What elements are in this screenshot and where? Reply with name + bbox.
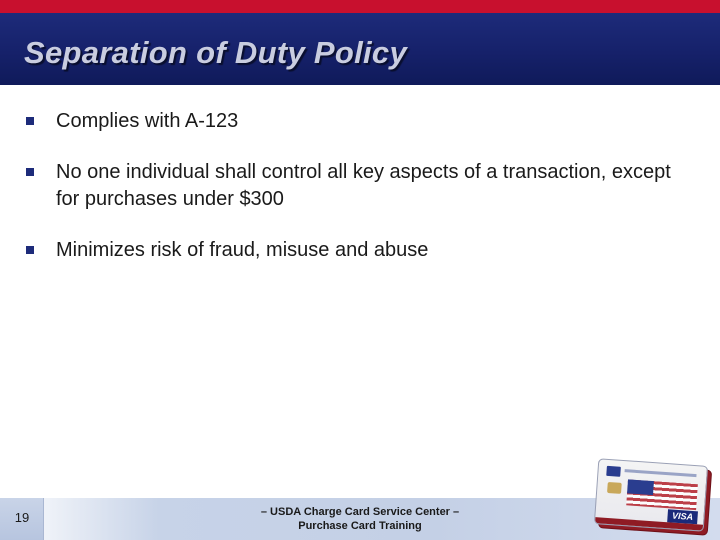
top-red-stripe bbox=[0, 0, 720, 13]
card-header-line bbox=[625, 469, 697, 477]
bullet-item bbox=[26, 237, 686, 264]
purchase-card-image bbox=[590, 458, 716, 540]
card-chip-icon bbox=[607, 482, 622, 494]
square-bullet-icon bbox=[26, 246, 34, 254]
card-logo-icon bbox=[606, 466, 621, 477]
footer-line-2: Purchase Card Training bbox=[298, 520, 422, 532]
bullet-item bbox=[26, 108, 686, 135]
flag-canton bbox=[627, 479, 654, 495]
square-bullet-icon bbox=[26, 117, 34, 125]
bullet-text: No one individual shall control all key aspects of a transaction, except for purchases under $300 bbox=[56, 161, 671, 210]
bullet-text: Minimizes risk of fraud, misuse and abuse bbox=[56, 239, 429, 261]
footer-text bbox=[200, 505, 520, 533]
visa-logo: VISA bbox=[667, 509, 698, 524]
card-front bbox=[594, 458, 708, 532]
page-number: 19 bbox=[14, 510, 30, 525]
bullet-item bbox=[26, 159, 686, 213]
bullet-text: Complies with A-123 bbox=[56, 110, 239, 132]
bullet-list bbox=[26, 108, 686, 288]
square-bullet-icon bbox=[26, 168, 34, 176]
footer-line-1: – USDA Charge Card Service Center – bbox=[260, 506, 460, 518]
slide-title: Separation of Duty Policy bbox=[24, 35, 408, 70]
title-bar bbox=[0, 13, 720, 85]
